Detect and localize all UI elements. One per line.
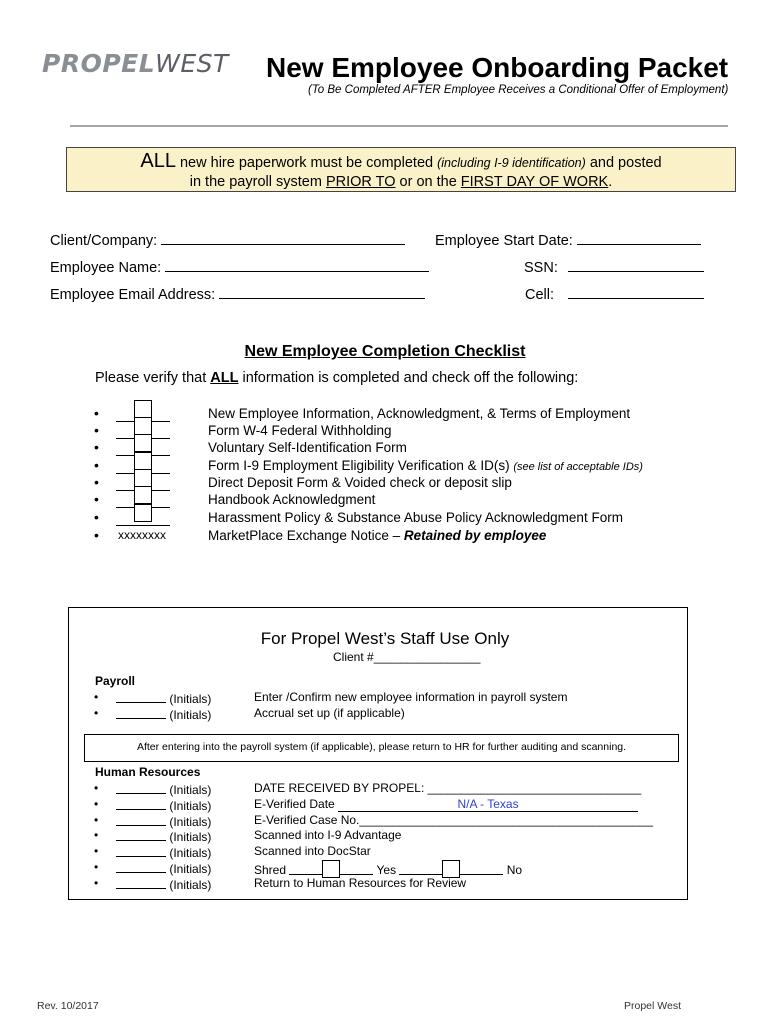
checkbox[interactable]: [134, 417, 152, 435]
start-date-line[interactable]: [577, 230, 701, 245]
checkbox[interactable]: [134, 504, 152, 522]
employee-name-field[interactable]: Employee Name:: [50, 257, 429, 276]
bullet: •: [94, 422, 99, 438]
email-field[interactable]: Employee Email Address:: [50, 284, 425, 303]
initials-line[interactable]: [116, 797, 166, 810]
bullet: •: [94, 439, 99, 455]
footer-company: Propel West: [624, 1000, 681, 1012]
initials-line[interactable]: [116, 690, 166, 703]
checkbox[interactable]: [134, 486, 152, 504]
notice-line-2: in the payroll system PRIOR TO or on the FIRST DAY OF WORK.: [189, 174, 613, 190]
employee-name-line[interactable]: [165, 257, 429, 272]
checklist-intro: Please verify that ALL information is completed and check off the following:: [95, 370, 579, 386]
checkbox[interactable]: [134, 434, 152, 452]
checkbox[interactable]: [134, 452, 152, 470]
cell-field[interactable]: Cell:: [525, 284, 704, 303]
bullet: •: [94, 474, 99, 490]
bullet: •: [94, 828, 99, 842]
email-line[interactable]: [219, 284, 425, 299]
ssn-field[interactable]: SSN:: [524, 257, 704, 276]
hr-heading: Human Resources: [95, 765, 201, 779]
bullet: •: [94, 797, 99, 811]
bullet: •: [94, 813, 99, 827]
initials-line[interactable]: [116, 706, 166, 719]
bullet: •: [94, 860, 99, 874]
bullet: •: [94, 405, 99, 421]
bullet: •: [94, 491, 99, 507]
client-number-field[interactable]: Client #________________: [333, 650, 481, 664]
bullet: •: [94, 781, 99, 795]
staff-use-title: For Propel West’s Staff Use Only: [260, 629, 510, 648]
checkbox[interactable]: [134, 400, 152, 418]
initials-line[interactable]: [116, 844, 166, 857]
bullet: •: [94, 509, 99, 525]
shred-no-line: [399, 860, 503, 875]
payroll-heading: Payroll: [95, 674, 136, 688]
client-company-line[interactable]: [161, 230, 405, 245]
bullet: •: [94, 844, 99, 858]
bullet: •: [94, 457, 99, 473]
e-verified-date-line[interactable]: N/A - Texas: [338, 797, 638, 812]
return-to-hr-note: After entering into the payroll system (if applicable), please return to HR for further auditing and scanning.: [84, 734, 679, 762]
initials-line[interactable]: [116, 876, 166, 889]
page-title: New Employee Onboarding Packet: [266, 52, 729, 83]
company-logo: PROPELWEST: [42, 49, 229, 78]
checkbox[interactable]: [134, 469, 152, 487]
bullet: •: [94, 690, 99, 704]
bullet: •: [94, 706, 99, 720]
start-date-field[interactable]: Employee Start Date:: [435, 230, 701, 249]
header-divider: [70, 125, 728, 127]
initials-line[interactable]: [116, 813, 166, 826]
checklist-title: New Employee Completion Checklist: [244, 343, 526, 360]
revision-label: Rev. 10/2017: [37, 1000, 99, 1012]
shred-yes-line: [289, 860, 373, 875]
bullet: •: [94, 876, 99, 890]
cell-line[interactable]: [568, 284, 704, 299]
notice-box: [66, 147, 736, 192]
bullet: •: [94, 527, 99, 543]
initials-line[interactable]: [116, 860, 166, 873]
page-subtitle: (To Be Completed AFTER Employee Receives a Conditional Offer of Employment): [308, 84, 729, 96]
ssn-line[interactable]: [568, 257, 704, 272]
client-company-field[interactable]: Client/Company:: [50, 230, 405, 249]
initials-line[interactable]: [116, 781, 166, 794]
initials-line[interactable]: [116, 828, 166, 841]
notice-line-1: ALL new hire paperwork must be completed (including I-9 identification) and posted: [140, 150, 662, 172]
